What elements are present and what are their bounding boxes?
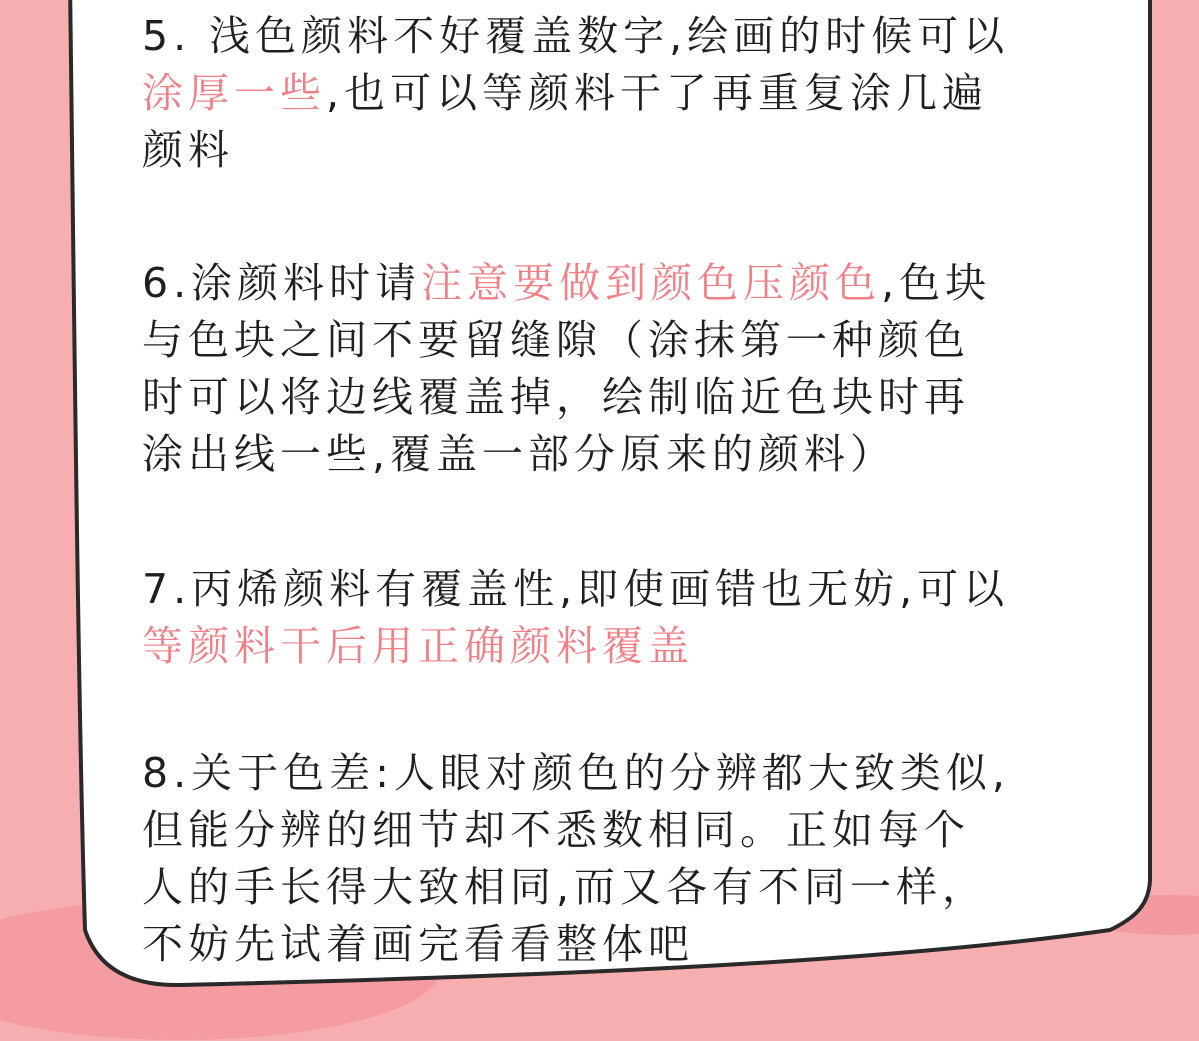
body-text: 8.关于色差:人眼对颜色的分辨都大致类似, <box>142 749 1010 797</box>
tip-line <box>142 8 1102 65</box>
body-text: 7.丙烯颜料有覆盖性,即使画错也无妨,可以 <box>142 565 1010 613</box>
tip-line <box>142 916 1102 973</box>
body-text: 涂出线一些,覆盖一部分原来的颜料） <box>142 430 897 478</box>
body-text: 颜料 <box>142 126 234 174</box>
tip-line <box>142 255 1102 312</box>
body-text: ,也可以等颜料干了再重复涂几遍 <box>326 69 989 117</box>
body-text: ,色块 <box>881 259 992 307</box>
tip-line <box>142 859 1102 916</box>
tip-line <box>142 122 1102 179</box>
highlighted-text: 等颜料干后用正确颜料覆盖 <box>142 622 694 670</box>
body-text: 时可以将边线覆盖掉，绘制临近色块时再 <box>142 373 970 421</box>
tip-paragraph-6 <box>142 255 1102 483</box>
body-text: 但能分辨的细节却不悉数相同。正如每个 <box>142 806 970 854</box>
body-text: 与色块之间不要留缝隙（涂抹第一种颜色 <box>142 316 970 364</box>
tip-line <box>142 65 1102 122</box>
tip-paragraph-7 <box>142 561 1102 675</box>
tip-line <box>142 426 1102 483</box>
highlighted-text: 涂厚一些 <box>142 69 326 117</box>
tip-line <box>142 802 1102 859</box>
tip-line <box>142 312 1102 369</box>
body-text: 人的手长得大致相同,而又各有不同一样， <box>142 863 989 911</box>
tip-paragraph-8 <box>142 745 1102 973</box>
tip-line <box>142 561 1102 618</box>
tip-line <box>142 369 1102 426</box>
body-text: 不妨先试着画完看看整体吧 <box>142 920 694 968</box>
tip-line <box>142 618 1102 675</box>
highlighted-text: 注意要做到颜色压颜色 <box>421 259 882 307</box>
body-text: 5. 浅色颜料不好覆盖数字,绘画的时候可以 <box>142 12 1010 60</box>
tip-line <box>142 745 1102 802</box>
tip-paragraph-5 <box>142 8 1102 179</box>
instructions-text <box>142 8 1102 1041</box>
body-text: 6.涂颜料时请 <box>142 259 422 307</box>
